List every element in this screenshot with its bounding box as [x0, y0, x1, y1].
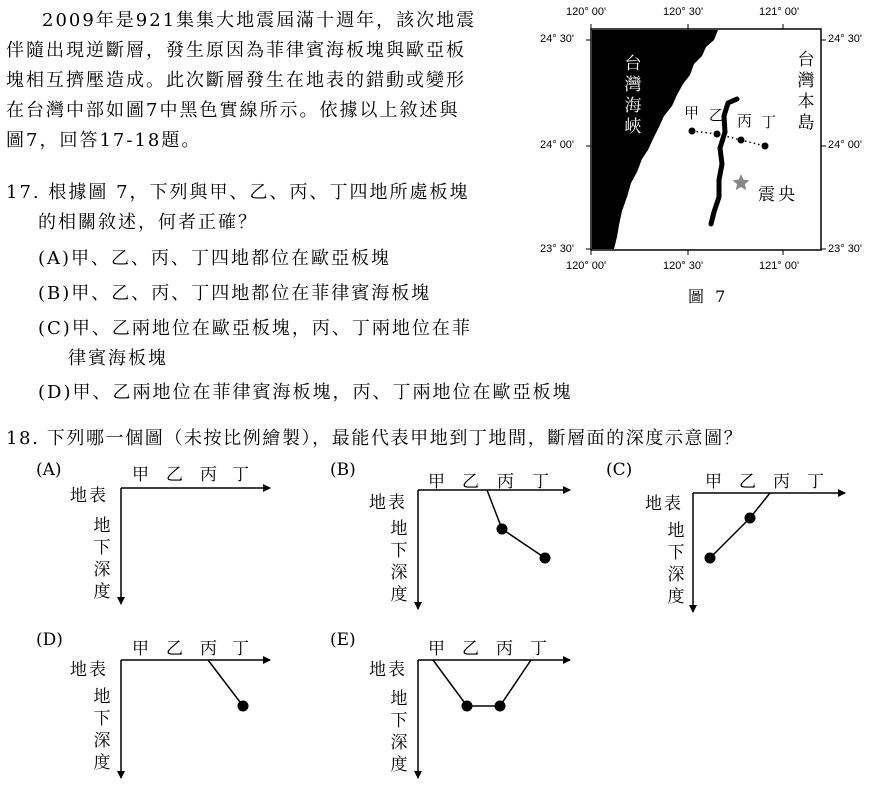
diagram-a-station-ding: 丁	[232, 465, 249, 485]
map-station-ding: 丁	[761, 113, 777, 131]
diagram-c-station-bing: 丙	[773, 472, 790, 492]
diagram-b-fault	[487, 490, 545, 558]
diagram-b-surface-label: 地表	[369, 493, 407, 513]
diagram-e-point-2	[495, 701, 506, 712]
diagram-e-fault	[433, 660, 531, 706]
diagram-a-option[interactable]: (A)	[36, 460, 62, 480]
diagram-e-station-bing: 丙	[496, 639, 513, 659]
map-lat-left-3: 23° 30'	[540, 243, 575, 255]
diagram-d-option[interactable]: (D)	[36, 630, 63, 650]
diagram-a-surface-label: 地表	[70, 486, 108, 506]
map-lat-right-2: 24° 00'	[828, 139, 863, 151]
map-lon-top-2: 120° 30'	[663, 6, 704, 18]
diagram-b-option[interactable]: (B)	[330, 460, 356, 480]
diagram-d-station-bing: 丙	[200, 639, 217, 659]
diagram-d-station-ding: 丁	[232, 639, 249, 659]
diagram-a-station-yi: 乙	[166, 465, 183, 485]
diagram-c-point-1	[745, 513, 756, 524]
map-station-jia: 甲	[684, 104, 700, 122]
diagram-e-station-yi: 乙	[462, 639, 479, 659]
intro-line-2: 伴隨出現逆斷層，發生原因為菲律賓海板塊與歐亞板	[6, 40, 466, 61]
map-lon-top-1: 120° 00'	[566, 6, 607, 18]
map-lon-bot-1: 120° 00'	[566, 260, 607, 272]
diagram-b-point-1	[497, 524, 508, 535]
map-lon-bot-2: 120° 30'	[663, 260, 704, 272]
island-label: 台灣本島	[797, 50, 815, 133]
diagram-b-station-ding: 丁	[532, 472, 549, 492]
map-lat-left-2: 24° 00'	[540, 139, 575, 151]
diagram-e-station-ding: 丁	[530, 639, 547, 659]
diagram-b-station-bing: 丙	[497, 472, 514, 492]
diagram-a-station-bing: 丙	[200, 465, 217, 485]
diagram-d-station-jia: 甲	[132, 639, 149, 659]
map-lat-left-1: 24° 30'	[540, 33, 575, 45]
map-lon-top-3: 121° 00'	[759, 6, 800, 18]
diagram-b-depth-label: 地下深度	[390, 519, 408, 605]
intro-line-1: 2009年是921集集大地震屆滿十週年，該次地震	[42, 10, 477, 31]
diagram-e-point-1	[462, 701, 473, 712]
diagram-c-surface-label: 地表	[645, 494, 683, 514]
q17-option-c[interactable]: (C)甲、乙兩地位在歐亞板塊，丙、丁兩地位在菲	[38, 318, 472, 339]
diagram-e-station-jia: 甲	[428, 639, 445, 659]
map-station-bing: 丙	[737, 112, 753, 130]
q17-option-c-cont: 律賓海板塊	[68, 348, 168, 369]
figure-caption: 圖 7	[688, 287, 729, 306]
epicenter-label: 震央	[758, 185, 798, 205]
diagram-d-depth-label: 地下深度	[93, 687, 111, 773]
diagram-b-station-yi: 乙	[462, 472, 479, 492]
q17-stem-1: 17. 根據圖 7，下列與甲、乙、丙、丁四地所處板塊	[6, 182, 470, 203]
diagram-c-station-ding: 丁	[807, 472, 824, 492]
map-lat-right-1: 24° 30'	[828, 33, 863, 45]
map-lon-bot-3: 121° 00'	[759, 260, 800, 272]
strait-label: 台灣海峽	[624, 54, 642, 137]
diagram-e-option[interactable]: (E)	[330, 630, 356, 650]
q17-stem-2: 的相關敘述，何者正確？	[38, 212, 258, 233]
diagram-c-option[interactable]: (C)	[606, 460, 633, 480]
diagram-d-surface-label: 地表	[70, 660, 108, 680]
q17-option-d[interactable]: (D)甲、乙兩地位在菲律賓海板塊，丙、丁兩地位在歐亞板塊	[38, 382, 573, 403]
diagram-d-station-yi: 乙	[166, 639, 183, 659]
diagram-e-depth-label: 地下深度	[390, 689, 408, 775]
q17-option-a[interactable]: (A)甲、乙、丙、丁四地都位在歐亞板塊	[38, 248, 392, 269]
diagram-a-station-jia: 甲	[132, 465, 149, 485]
diagram-c-station-yi: 乙	[739, 472, 756, 492]
q18-stem: 18. 下列哪一個圖（未按比例繪製），最能代表甲地到丁地間，斷層面的深度示意圖？	[6, 428, 744, 449]
diagram-c-station-jia: 甲	[705, 472, 722, 492]
map-station-yi: 乙	[709, 106, 725, 124]
diagram-e-surface-label: 地表	[369, 660, 407, 680]
diagram-d-point-1	[238, 701, 249, 712]
intro-line-4: 在台灣中部如圖7中黑色實線所示。依據以上敘述與	[6, 100, 460, 121]
map-lat-right-3: 23° 30'	[828, 243, 863, 255]
diagram-c-depth-label: 地下深度	[667, 521, 685, 607]
diagram-b-station-jia: 甲	[428, 472, 445, 492]
diagram-c-fault	[710, 493, 770, 558]
diagram-a-depth-label: 地下深度	[93, 516, 111, 602]
diagram-b-point-2	[540, 553, 551, 564]
intro-line-3: 塊相互擠壓造成。此次斷層發生在地表的錯動或變形	[6, 70, 466, 91]
intro-line-5: 圖7，回答17-18題。	[6, 130, 202, 151]
diagram-c-point-2	[705, 553, 716, 564]
q17-option-b[interactable]: (B)甲、乙、丙、丁四地都位在菲律賓海板塊	[38, 283, 432, 304]
diagram-d-fault	[208, 660, 243, 706]
